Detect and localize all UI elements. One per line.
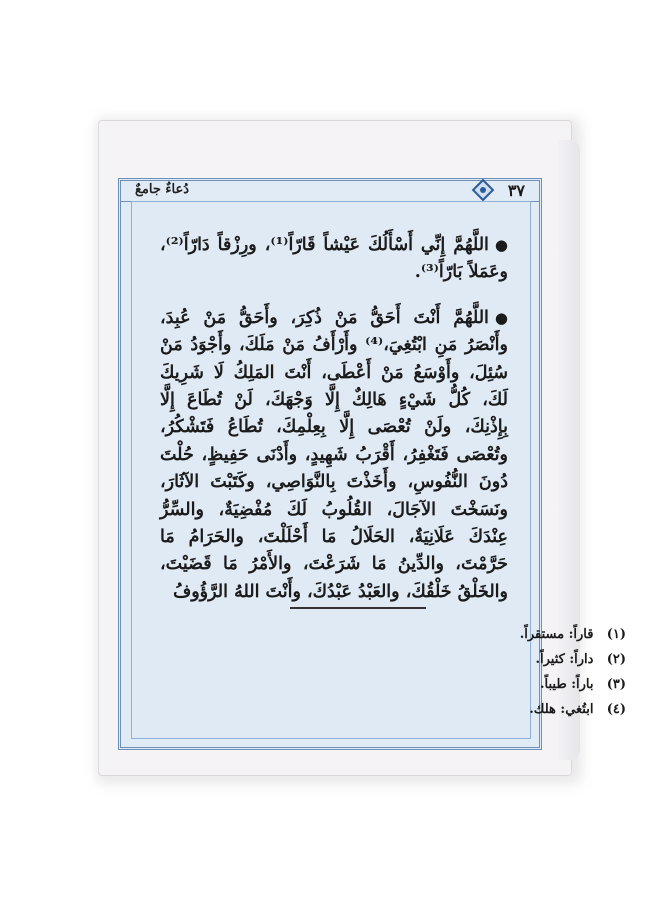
- footnote-number: (٤): [606, 702, 626, 717]
- bullet-icon: ●: [494, 236, 509, 254]
- footnote-item: [200, 697, 626, 722]
- footnote-rule: [290, 607, 426, 609]
- footnote-item: [200, 672, 626, 697]
- footnote-text: باراً: طيباً.: [539, 677, 594, 692]
- running-title: دُعاءٌ جامعٌ: [135, 182, 190, 197]
- footnote-text: ابتُغي: هلك.: [529, 702, 594, 717]
- footnote-item: [200, 622, 626, 647]
- page-number: ٣٧: [507, 181, 525, 200]
- footnote-number: (٢): [606, 652, 626, 667]
- footnote-text: داراً: كثيراً.: [535, 652, 594, 667]
- bullet-icon: ●: [494, 308, 508, 327]
- footnote-number: (١): [606, 627, 626, 642]
- footnote-text: قاراً: مستقراً.: [519, 627, 594, 642]
- paragraph-1: [160, 232, 508, 287]
- paragraph-1-text: اللَّهُمَّ إِنِّي أَسْأَلُكَ عَيْشاً قَارّاً⁽¹⁾، ورِزْقاً دَارّاً⁽²⁾، وعَمَلاً بَارّاً⁽³⁾.: [160, 235, 508, 283]
- footnote-item: [200, 647, 626, 672]
- footnotes: [200, 622, 626, 722]
- page-header: [121, 181, 539, 202]
- paragraph-2-text: اللَّهُمَّ أَنْتَ أَحَقُّ مَنْ ذُكِرَ، وأَحَقُّ مَنْ عُبِدَ، وأَنْصَرُ مَنِ ابْتُغِيَ،⁽⁴⁾ وأَرْأَفُ مَنْ مَلَكَ، وأَجْوَدُ مَنْ سُئِلَ، وأَوْسَعُ مَنْ أَعْطَى، أَنْتَ المَلِكُ لَا شَرِيكَ لَكَ، كُلُّ شَيْءٍ هَالِكٌ إِلَّا وَجْهَكَ، لَنْ تُطَاعَ إِلَّا بِإِذْنِكَ، ولَنْ تُعْصَى إِلَّا بِعِلْمِكَ، تُطَاعُ فَتَشْكُرُ، وتُعْصَى فَتَغْفِرُ، أَقْرَبُ شَهِيدٍ، وأَدْنَى حَفِيظٍ، حُلْتَ دُونَ النُّفُوسِ، وأَخَذْتَ بِالنَّوَاصِي، وكَتَبْتَ الآثَارَ، ونَسَخْتَ الآجَالَ، القُلُوبُ لَكَ مُفْضِيَةٌ، والسِّرُّ عِنْدَكَ عَلَانِيَةٌ، الحَلَالُ مَا أَحْلَلْتَ، والحَرَامُ مَا حَرَّمْتَ، والدِّينُ مَا شَرَعْتَ، والأَمْرُ مَا قَضَيْتَ، والخَلْقُ خَلْقُكَ، والعَبْدُ عَبْدُكَ، وأَنْتَ اللهُ الرَّؤُوفُ: [160, 307, 508, 602]
- paragraph-2: [160, 305, 508, 606]
- footnote-number: (٣): [606, 677, 626, 692]
- body-text: [160, 232, 508, 624]
